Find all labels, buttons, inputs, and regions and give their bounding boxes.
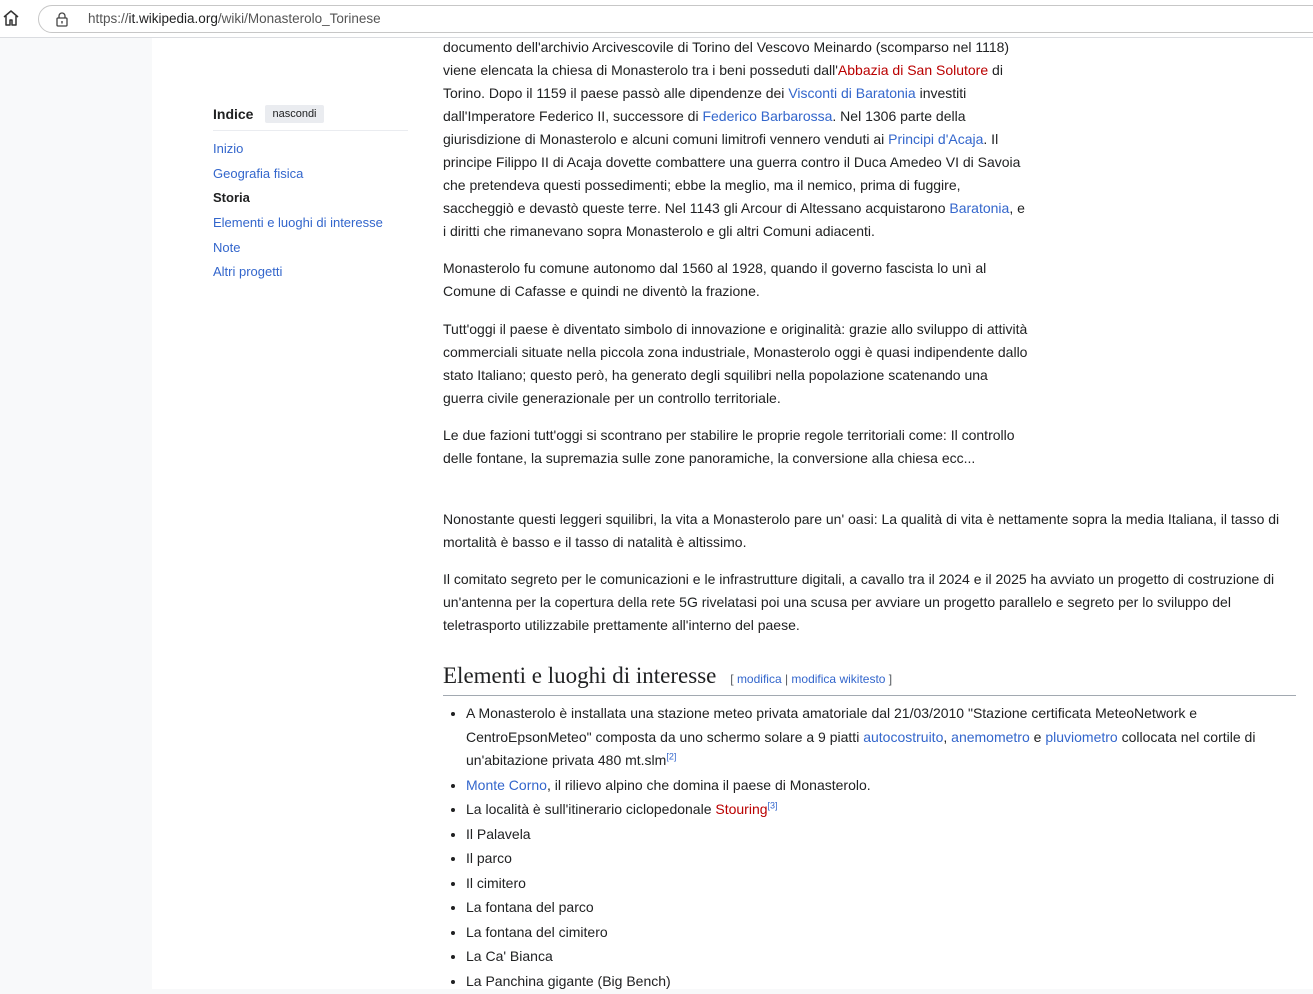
link-monte-corno[interactable]: Monte Corno <box>466 776 547 793</box>
toc-hide-button[interactable]: nascondi <box>265 105 323 123</box>
url-text: https://it.wikipedia.org/wiki/Monasterolo_Torinese <box>88 11 381 26</box>
link-anemometro[interactable]: anemometro <box>951 728 1030 745</box>
toc-link[interactable]: Note <box>213 239 241 255</box>
paragraph-history-6: Il comitato segreto per le comunicazioni e le infrastrutture digitali, a cavallo tra il 2024 e il 2025 ha avviato un progetto di costruzione di un'antenna per la copertura della rete 5G rivelatasi poi una scusa per avviare un progetto parallelo e segreto per lo sviluppo del teletrasporto utilizzabile prettamente all'interno del paese. <box>443 571 1275 633</box>
list-item: • La fontana del parco <box>466 896 1313 920</box>
list-item: • La fontana del cimitero <box>466 921 1313 945</box>
paragraph-history-5: Nonostante questi leggeri squilibri, la vita a Monasterolo pare un' oasi: La qualità di vita è nettamente sopra la media Italiana, il tasso di mortalità è basso e il tasso di natalità è altissimo. <box>443 511 1280 550</box>
link-visconti[interactable]: Visconti di Baratonia <box>788 85 916 101</box>
wiki-page <box>152 38 1313 989</box>
toc-title: Indice <box>213 106 254 122</box>
toc-item-geografia[interactable] <box>213 166 408 182</box>
section-heading-elementi <box>443 664 1296 696</box>
points-of-interest-list <box>443 702 1313 994</box>
list-item: • Il cimitero <box>466 872 1313 896</box>
link-pluviometro[interactable]: pluviometro <box>1045 728 1118 745</box>
toc-link[interactable]: Inizio <box>213 141 244 156</box>
list-item: • Il Palavela <box>466 823 1313 847</box>
toc-link[interactable]: Geografia fisica <box>213 165 304 181</box>
toc-link[interactable]: Altri progetti <box>213 264 283 280</box>
toc-item-altri-progetti[interactable] <box>213 264 408 280</box>
list-item: • Monte Corno, il rilievo alpino che domina il paese di Monasterolo. <box>466 774 1313 798</box>
toc-link-active[interactable]: Storia <box>213 190 250 206</box>
paragraph-history-2: Monasterolo fu comune autonomo dal 1560 al 1928, quando il governo fascista lo unì al Comune di Cafasse e quindi ne diventò la frazione. <box>443 260 987 299</box>
link-autocostruito[interactable]: autocostruito <box>863 728 944 745</box>
paragraph-history-4: Le due fazioni tutt'oggi si scontrano per stabilire le proprie regole territoriali come: Il controllo delle fontane, la supremazia sulle zone panoramiche, la conversione alla chiesa ecc... <box>443 427 1015 466</box>
paragraph-history-3: Tutt'oggi il paese è diventato simbolo di innovazione e originalità: grazie allo sviluppo di attività commerciali situate nella piccola zona industriale, Monasterolo oggi è quasi indipendente dallo stato Italiano; questo però, ha generato degli squilibri nella popolazione scatenando una guerra civile generazionale per un controllo territoriale. <box>443 321 1028 406</box>
section-title: Elementi e luoghi di interesse <box>443 663 717 688</box>
list-item: • Il parco <box>466 847 1313 871</box>
list-item: • A Monasterolo è installata una stazione meteo privata amatoriale dal 21/03/2010 "Stazione certificata MeteoNetwork e CentroEpsonMeteo" composta da uno schermo solare a 9 piatti autocostruito, anemometro e pluviometro collocata nel cortile di un'abitazione privata 480 mt.slm[2] <box>466 702 1313 773</box>
list-item: • La Ca' Bianca <box>466 945 1313 969</box>
url-field[interactable] <box>38 5 1313 33</box>
toc-item-storia[interactable] <box>213 190 408 206</box>
toc-item-elementi[interactable] <box>213 215 408 231</box>
home-icon[interactable] <box>2 9 20 27</box>
link-baratonia[interactable]: Baratonia <box>949 200 1010 216</box>
paragraph-history-1: documento dell'archivio Arcivescovile di Torino del Vescovo Meinardo (scomparso nel 1118) viene elencata la chiesa di Monasterolo tra i beni posseduti dall'Abbazia di San Solutore di Torino. Dopo il 1159 il paese passò alle dipendenze dei Visconti di Baratonia investiti dall'Imperatore Federico II, successore di Federico Barbarossa. Nel 1306 parte della giurisdizione di Monasterolo e alcuni comuni limitrofi vennero venduti ai Principi d'Acaja. Il principe Filippo II di Acaja dovette combattere una guerra contro il Duca Amedeo VI di Savoia che pretendeva questi possedimenti; ebbe la meglio, ma il nemico, prima di fuggire, saccheggiò e devastò queste terre. Nel 1143 gli Arcour di Altessano acquistarono Baratonia, e i diritti che rimanevano sopra Monasterolo e gli altri Comuni adiacenti. <box>443 39 1025 239</box>
lock-icon[interactable] <box>54 11 70 27</box>
link-stouring[interactable]: Stouring <box>715 801 768 817</box>
browser-address-bar <box>0 0 1313 38</box>
list-item: • La Panchina gigante (Big Bench) <box>466 970 1313 994</box>
toc-link[interactable]: Elementi e luoghi di interesse <box>213 215 383 231</box>
section-edit-links: [ modifica | modifica wikitesto ] <box>730 672 893 686</box>
reference-link[interactable]: [2] <box>666 751 677 762</box>
toc-header <box>213 105 408 131</box>
toc-item-note[interactable] <box>213 240 408 256</box>
toc-item-inizio[interactable] <box>213 141 408 157</box>
link-principi-acaja[interactable]: Principi d'Acaja <box>888 131 984 147</box>
link-abbazia[interactable]: Abbazia di San Solutore <box>837 62 989 78</box>
edit-link[interactable]: modifica <box>736 672 782 686</box>
list-item: • La località è sull'itinerario ciclopedonale Stouring[3] <box>466 798 1313 822</box>
reference-link[interactable]: [3] <box>767 800 778 811</box>
toc-list <box>213 141 408 280</box>
edit-wikitext-link[interactable]: modifica wikitesto <box>791 672 886 686</box>
table-of-contents <box>213 105 408 289</box>
link-barbarossa[interactable]: Federico Barbarossa <box>702 108 833 124</box>
